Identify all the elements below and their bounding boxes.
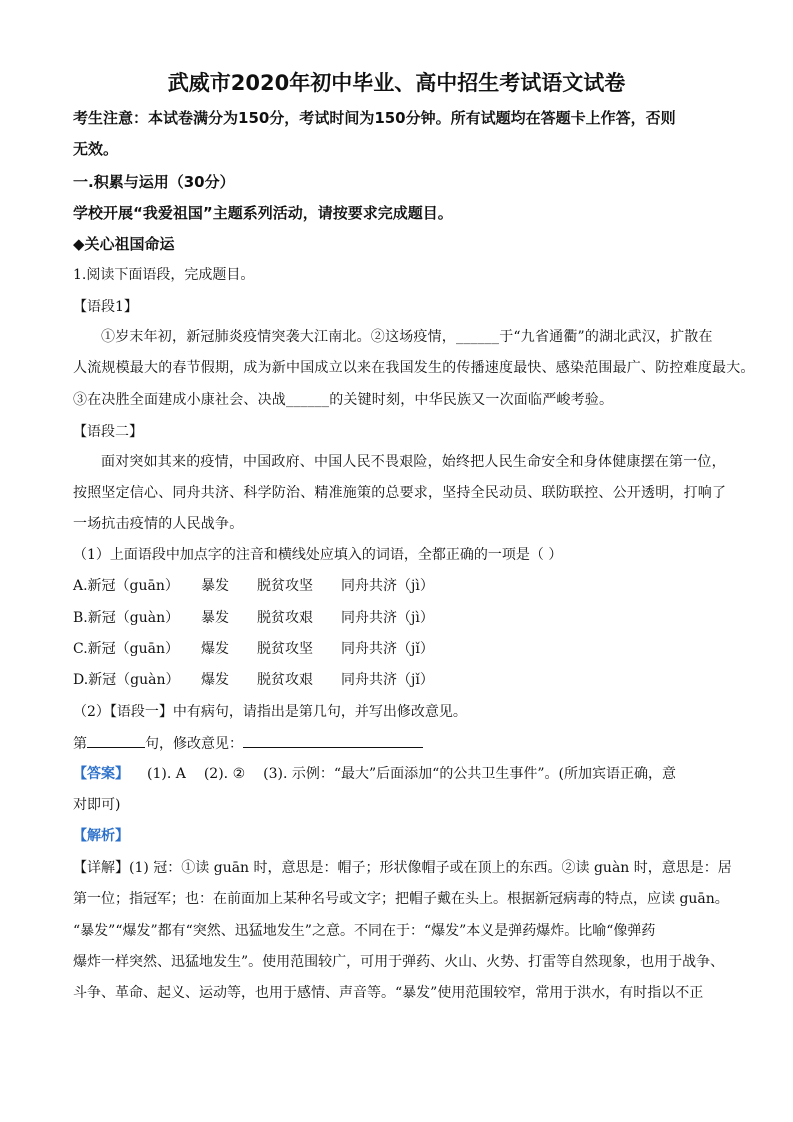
option-cell: 同舟共济（jì） bbox=[341, 610, 434, 626]
passage-1-line: 人流规模最大的春节假期，成为新中国成立以来在我国发生的传播速度最快、感染范围最广、防控难度最大。 bbox=[73, 360, 755, 376]
answer-1: (1). A bbox=[147, 766, 186, 782]
option-cell: 脱贫攻坚 bbox=[257, 641, 313, 657]
option-cell: 暴发 bbox=[201, 610, 229, 626]
sentence-number-blank bbox=[87, 733, 145, 748]
option-cell: B.新冠（guàn） bbox=[73, 610, 180, 626]
fill-mid: 句，修改意见： bbox=[145, 736, 243, 752]
option-cell: 暴发 bbox=[201, 578, 229, 594]
answer-label: 【答案】 bbox=[73, 766, 129, 782]
answer-2: (2). ② bbox=[203, 766, 246, 782]
option-cell: 脱贫攻艰 bbox=[257, 610, 313, 626]
detail-line: 【详解】(1) 冠：①读 guān 时，意思是：帽子；形状像帽子或在顶上的东西。②读 guàn 时，意思是：居 bbox=[73, 860, 732, 876]
detail-line: 斗争、革命、起义、运动等，也用于感情、声音等。“暴发”使用范围较窄，常用于洪水，有时指以不正 bbox=[73, 985, 704, 1001]
activity-instruction: 学校开展“我爱祖国”主题系列活动，请按要求完成题目。 bbox=[73, 204, 453, 222]
detail-line: 爆炸一样突然、迅猛地发生”。使用范围较广，可用于弹药、火山、火势、打雷等自然现象，也用于战争、 bbox=[73, 954, 725, 970]
subsection-heading: ◆关心祖国命运 bbox=[73, 235, 175, 253]
question-1-intro: 1.阅读下面语段，完成题目。 bbox=[73, 267, 255, 283]
option-cell: 同舟共济（jǐ） bbox=[341, 672, 434, 688]
passage-2-label: 【语段二】 bbox=[73, 424, 143, 440]
option-cell: 脱贫攻艰 bbox=[257, 672, 313, 688]
section-heading: 一.积累与运用（30分） bbox=[73, 173, 235, 191]
detail-line: 第一位；指冠军；也：在前面加上某种名号或文字；把帽子戴在头上。根据新冠病毒的特点，应读 guān。 bbox=[73, 891, 729, 907]
answer-continuation: 对即可) bbox=[73, 797, 121, 813]
option-cell: D.新冠（guàn） bbox=[73, 672, 180, 688]
detail-line: “暴发”“爆发”都有“突然、迅猛地发生”之意。不同在于：“爆发”本义是弹药爆炸。比喻“像弹药 bbox=[73, 923, 656, 939]
answer-fill-line bbox=[73, 733, 423, 754]
notice-line-2: 无效。 bbox=[73, 140, 119, 158]
analysis-label: 【解析】 bbox=[73, 828, 129, 844]
passage-2-line: 按照坚定信心、同舟共济、科学防治、精准施策的总要求，坚持全民动员、联防联控、公开透明，打响了 bbox=[73, 485, 727, 501]
revision-blank bbox=[243, 733, 423, 748]
fill-prefix: 第 bbox=[73, 736, 87, 752]
passage-1-line: ③在决胜全面建成小康社会、决战______的关键时刻，中华民族又一次面临严峻考验。 bbox=[73, 392, 614, 408]
answer-line bbox=[73, 764, 676, 784]
answer-3: (3). 示例：“最大”后面添加“的公共卫生事件”。(所加宾语正确，意 bbox=[263, 766, 676, 782]
option-cell: C.新冠（guān） bbox=[73, 641, 180, 657]
option-a bbox=[73, 576, 434, 596]
passage-1-label: 【语段1】 bbox=[73, 299, 138, 315]
option-b bbox=[73, 608, 434, 628]
passage-2-line: 面对突如其来的疫情，中国政府、中国人民不畏艰险，始终把人民生命安全和身体健康摆在第一位， bbox=[101, 454, 726, 470]
option-cell: 爆发 bbox=[201, 641, 229, 657]
option-cell: 爆发 bbox=[201, 672, 229, 688]
passage-2-line: 一场抗击疫情的人民战争。 bbox=[73, 516, 244, 532]
option-d bbox=[73, 670, 434, 690]
page-title: 武威市2020年初中毕业、高中招生考试语文试卷 bbox=[167, 71, 626, 95]
option-cell: 脱贫攻坚 bbox=[257, 578, 313, 594]
option-cell: 同舟共济（jì） bbox=[341, 578, 434, 594]
passage-1-line: ①岁末年初，新冠肺炎疫情突袭大江南北。②这场疫情，______于“九省通衢”的湖北武汉，扩散在 bbox=[101, 329, 713, 345]
question-1-1: （1）上面语段中加点字的注音和横线处应填入的词语，全都正确的一项是（ ） bbox=[73, 547, 563, 563]
option-cell: 同舟共济（jǐ） bbox=[341, 641, 434, 657]
notice-line-1: 考生注意：本试卷满分为150分，考试时间为150分钟。所有试题均在答题卡上作答，否则 bbox=[73, 109, 676, 127]
option-cell: A.新冠（guān） bbox=[73, 578, 179, 594]
option-c bbox=[73, 639, 434, 659]
question-1-2: （2）【语段一】中有病句，请指出是第几句，并写出修改意见。 bbox=[73, 704, 467, 720]
